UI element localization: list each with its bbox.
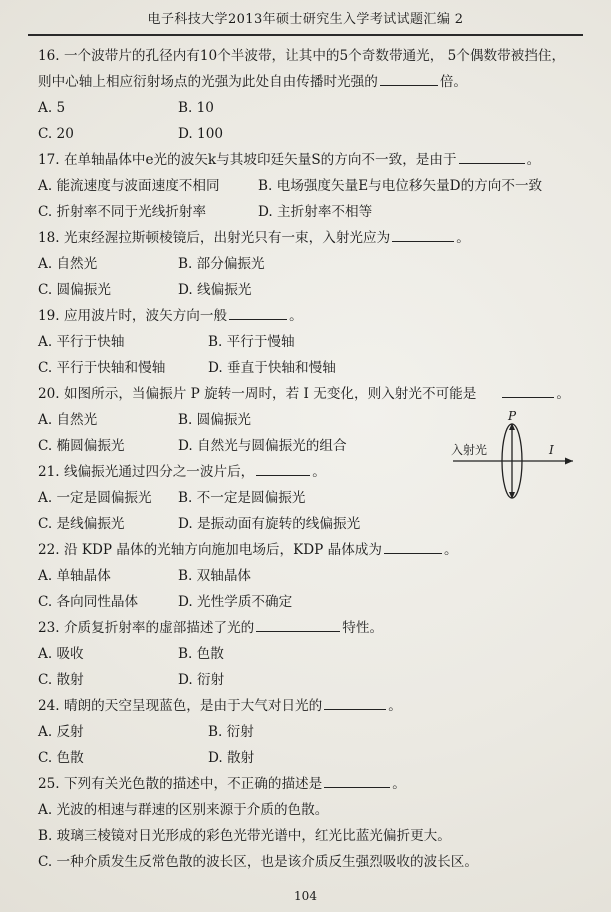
- option-c: C. 圆偏振光: [38, 282, 111, 298]
- option-d: D. 光性学质不确定: [178, 594, 293, 610]
- option-b: B. 衍射: [208, 724, 254, 740]
- question-21-stem-text: 21. 线偏振光通过四分之一波片后，: [38, 464, 255, 480]
- option-c: C. 一种介质发生反常色散的波长区，也是该介质反生强烈吸收的波长区。: [38, 854, 478, 870]
- question-18: [38, 225, 583, 303]
- option-c: C. 各向同性晶体: [38, 594, 139, 610]
- question-18-stem: [38, 225, 583, 251]
- option-a: A. 反射: [38, 724, 84, 740]
- answer-blank: [324, 696, 386, 710]
- question-19-stem: [38, 303, 583, 329]
- option-b: B. 10: [178, 100, 214, 116]
- option-b: B. 色散: [178, 646, 224, 662]
- option-d: D. 是振动面有旋转的线偏振光: [178, 516, 361, 532]
- question-19-options-row2: [38, 355, 583, 381]
- arrow-head-icon: [565, 458, 573, 465]
- question-22-stem: [38, 537, 583, 563]
- question-20-suffix: 。: [556, 386, 570, 402]
- option-c: C. 平行于快轴和慢轴: [38, 360, 166, 376]
- question-24-stem: [38, 693, 583, 719]
- question-25-stem-text: 25. 下列有关光色散的描述中，不正确的描述是: [38, 776, 323, 792]
- option-b: B. 双轴晶体: [178, 568, 252, 584]
- option-b: B. 平行于慢轴: [208, 334, 295, 350]
- question-24-options-row2: [38, 745, 583, 771]
- header-title: 电子科技大学2013年硕士研究生入学考试试题汇编 2: [147, 12, 464, 27]
- question-17-stem: [38, 147, 583, 173]
- question-24-suffix: 。: [388, 698, 402, 714]
- question-19-stem-text: 19. 应用波片时，波矢方向一般: [38, 308, 228, 324]
- polarizer-label: P: [508, 409, 517, 423]
- answer-blank: [384, 540, 442, 554]
- option-b: B. 电场强度矢量E与电位移矢量D的方向不一致: [258, 178, 543, 194]
- option-c: C. 椭圆偏振光: [38, 438, 125, 454]
- question-23-suffix: 特性。: [342, 620, 384, 636]
- option-a: A. 一定是圆偏振光: [38, 490, 152, 506]
- question-23-options-row2: [38, 667, 583, 693]
- option-d: D. 自然光与圆偏振光的组合: [178, 438, 347, 454]
- question-16-line2-text: 则中心轴上相应衍射场点的光强为此处自由传播时光强的: [38, 74, 378, 90]
- page-number: 104: [294, 889, 317, 903]
- answer-blank: [324, 774, 390, 788]
- question-18-options-row1: [38, 251, 583, 277]
- question-16-options-row1: [38, 95, 583, 121]
- option-d: D. 100: [178, 126, 224, 142]
- option-d: D. 线偏振光: [178, 282, 252, 298]
- question-25-suffix: 。: [392, 776, 406, 792]
- option-d: D. 主折射率不相等: [258, 204, 373, 220]
- option-c: C. 色散: [38, 750, 84, 766]
- question-16-suffix: 倍。: [439, 74, 468, 90]
- question-21-options-row2: [38, 511, 583, 537]
- question-24-stem-text: 24. 晴朗的天空呈现蓝色，是由于大气对日光的: [38, 698, 323, 714]
- question-25: [38, 771, 583, 875]
- answer-blank: [392, 228, 454, 242]
- option-d: D. 衍射: [178, 672, 225, 688]
- question-17-stem-text: 17. 在单轴晶体中e光的波矢k与其坡印廷矢量S的方向不一致，是由于: [38, 152, 457, 168]
- option-c: C. 折射率不同于光线折射率: [38, 204, 207, 220]
- answer-blank: [229, 306, 287, 320]
- option-d: D. 散射: [208, 750, 255, 766]
- option-a: A. 光波的相速与群速的区别来源于介质的色散。: [38, 802, 329, 818]
- question-21-suffix: 。: [312, 464, 326, 480]
- option-a: A. 自然光: [38, 412, 98, 428]
- question-20-stem-text: 20. 如图所示，当偏振片 P 旋转一周时，若 I 无变化，则入射光不可能是: [38, 386, 477, 402]
- question-23: [38, 615, 583, 693]
- question-22: [38, 537, 583, 615]
- option-b: B. 不一定是圆偏振光: [178, 490, 306, 506]
- option-c: C. 是线偏振光: [38, 516, 125, 532]
- question-22-suffix: 。: [444, 542, 458, 558]
- option-a: A. 自然光: [38, 256, 98, 272]
- question-22-options-row1: [38, 563, 583, 589]
- option-c: C. 散射: [38, 672, 84, 688]
- question-19-suffix: 。: [289, 308, 303, 324]
- polarizer-diagram: [445, 409, 580, 503]
- option-b: B. 部分偏振光: [178, 256, 265, 272]
- answer-blank: [380, 72, 438, 86]
- option-b: B. 圆偏振光: [178, 412, 252, 428]
- question-18-stem-text: 18. 光束经渥拉斯顿棱镜后，出射光只有一束，入射光应为: [38, 230, 391, 246]
- answer-blank: [256, 618, 340, 632]
- answer-blank: [256, 462, 310, 476]
- answer-blank: [459, 150, 525, 164]
- question-17: [38, 147, 583, 225]
- question-23-stem: [38, 615, 583, 641]
- option-a: A. 单轴晶体: [38, 568, 111, 584]
- question-19-options-row1: [38, 329, 583, 355]
- option-a: A. 平行于快轴: [38, 334, 125, 350]
- question-16-line1: 16. 一个波带片的孔径内有10个半波带，让其中的5个奇数带通光， 5个偶数带被挡住，: [38, 48, 566, 64]
- question-17-suffix: 。: [526, 152, 541, 168]
- question-24: [38, 693, 583, 771]
- question-18-suffix: 。: [456, 230, 470, 246]
- question-16-line2: [38, 69, 583, 95]
- page-footer: [0, 889, 611, 903]
- polarizer-diagram-svg: [445, 413, 580, 503]
- question-17-options-row1: [38, 173, 583, 199]
- option-a: A. 能流速度与波面速度不相同: [38, 178, 220, 194]
- question-17-options-row2: [38, 199, 583, 225]
- option-d: D. 垂直于快轴和慢轴: [208, 360, 336, 376]
- question-23-stem-text: 23. 介质复折射率的虚部描述了光的: [38, 620, 255, 636]
- output-intensity-label: I: [549, 443, 554, 457]
- question-22-stem-text: 22. 沿 KDP 晶体的光轴方向施加电场后，KDP 晶体成为: [38, 542, 382, 558]
- question-20-stem: [38, 381, 583, 407]
- option-b: B. 玻璃三棱镜对日光形成的彩色光带光谱中，红光比蓝光偏折更大。: [38, 828, 451, 844]
- incident-light-label: 入射光: [451, 443, 488, 457]
- page-header: [28, 6, 583, 36]
- question-22-options-row2: [38, 589, 583, 615]
- option-c: C. 20: [38, 126, 74, 142]
- question-25-stem: [38, 771, 583, 797]
- question-19: [38, 303, 583, 381]
- question-24-options-row1: [38, 719, 583, 745]
- option-a: A. 5: [38, 100, 66, 116]
- option-a: A. 吸收: [38, 646, 84, 662]
- question-16-options-row2: [38, 121, 583, 147]
- answer-blank: [502, 384, 554, 398]
- question-16: [38, 43, 583, 147]
- question-23-options-row1: [38, 641, 583, 667]
- question-18-options-row2: [38, 277, 583, 303]
